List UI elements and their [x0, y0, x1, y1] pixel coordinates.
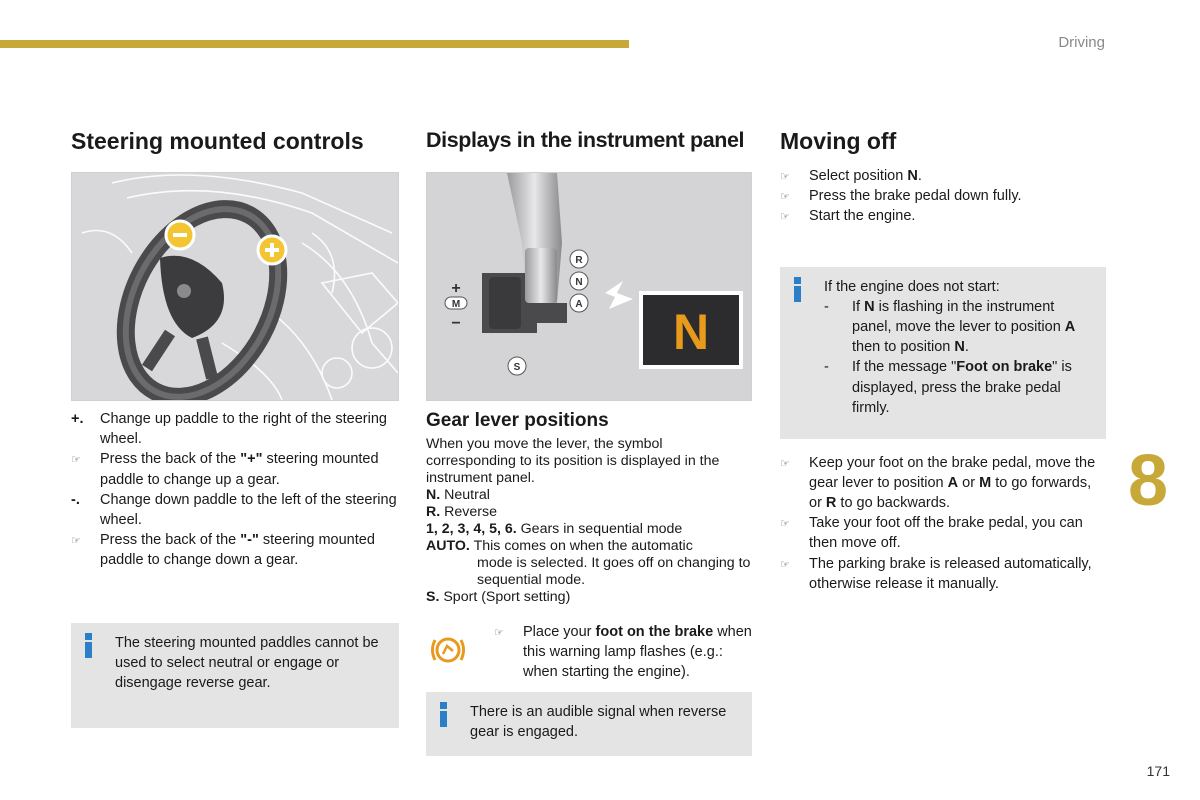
pointing-hand-icon: ☞ [71, 535, 81, 548]
gear-lever-illustration [426, 172, 752, 401]
paddle-instructions [71, 409, 399, 571]
list-item: ☞ Press the brake pedal down fully. [780, 186, 1106, 206]
gate-label-n: N [575, 277, 583, 288]
list-item: ☞ Take your foot off the brake pedal, you can then move off. [780, 515, 1083, 552]
gate-label-m: M [451, 299, 461, 310]
plus-symbol: + [451, 280, 461, 297]
gate-label-a: A [575, 299, 583, 310]
list-item: -. Change down paddle to the left of the steering wheel. [71, 491, 397, 529]
pointing-hand-icon: ☞ [780, 457, 790, 470]
list-item: +. Change up paddle to the right of the steering wheel. [71, 411, 387, 448]
heading-instrument-panel: Displays in the instrument panel [426, 128, 745, 152]
pointing-hand-icon: ☞ [71, 454, 81, 467]
heading-gear-lever-positions: Gear lever positions [426, 410, 609, 431]
gate-label-s: S [513, 362, 521, 373]
list-item: ☞ Keep your foot on the brake pedal, move the gear lever to position A or M to go forwards, or R to go backwards. [780, 454, 1096, 512]
column-instrument-panel [426, 128, 752, 756]
moving-off-steps-2 [780, 453, 1106, 594]
info-icon [794, 277, 804, 302]
foot-on-brake-warning-icon [430, 632, 466, 668]
list-item: ☞ Press the back of the "-" steering mounted paddle to change down a gear. [71, 532, 375, 569]
list-item: ☞ The parking brake is released automatically, otherwise release it manually. [780, 555, 1092, 592]
steering-wheel-illustration [71, 172, 399, 401]
page-number: 171 [1146, 763, 1170, 779]
info-icon [85, 633, 95, 658]
info-note-reverse: There is an audible signal when reverse gear is engaged. [426, 692, 752, 756]
sub-item: - If N is flashing in the instrument panel, move the lever to position A then to position N. [824, 298, 1076, 356]
list-item: ☞ Select position N. [780, 166, 1106, 186]
minus-paddle-icon [166, 221, 194, 249]
list-item: ☞ Press the back of the "+" steering mounted paddle to change up a gear. [71, 451, 379, 488]
section-label: Driving [1058, 34, 1105, 51]
pointing-hand-icon: ☞ [780, 518, 790, 531]
moving-off-steps [780, 166, 1106, 227]
pointing-hand-icon: ☞ [780, 171, 790, 183]
column-steering-controls [71, 128, 399, 728]
column-moving-off [780, 128, 1106, 594]
plus-paddle-icon [258, 236, 286, 264]
sub-item: - If the message "Foot on brake" is displayed, press the brake pedal firmly. [824, 359, 1072, 416]
info-icon [440, 702, 450, 727]
pointing-hand-icon: ☞ [780, 558, 790, 571]
info-note-engine-not-start: If the engine does not start: - If N is flashing in the instrument panel, move the lever to position A then to position N. - If the message "Foot on brake" is displayed, press the brake pedal firmly. [780, 267, 1106, 439]
display-gear-letter: N [672, 304, 710, 360]
heading-moving-off: Moving off [780, 128, 897, 154]
gate-label-r: R [575, 255, 583, 266]
gear-positions-text: When you move the lever, the symbol corresponding to its position is displayed in the instrument panel. N. Neutral R. Reverse 1, 2, 3, 4, 5, 6. Gears in sequential mode AUTO. This comes on when the automatic mode is selected. It goes off on changing to sequential mode. S. Sport (Sport setting) [426, 436, 751, 605]
pointing-hand-icon: ☞ [780, 211, 790, 224]
section-accent-bar [0, 40, 629, 48]
list-item: ☞ Start the engine. [780, 206, 1106, 226]
brake-warning: ☞ Place your foot on the brake when this warning lamp flashes (e.g.: when starting the engine). [426, 622, 752, 682]
info-note-paddles: The steering mounted paddles cannot be used to select neutral or engage or disengage reverse gear. [71, 623, 399, 728]
chapter-number: 8 [1128, 441, 1169, 521]
heading-steering-controls: Steering mounted controls [71, 128, 364, 154]
minus-symbol: − [451, 315, 461, 332]
pointing-hand-icon: ☞ [780, 191, 790, 204]
pointing-hand-icon: ☞ [494, 627, 504, 639]
